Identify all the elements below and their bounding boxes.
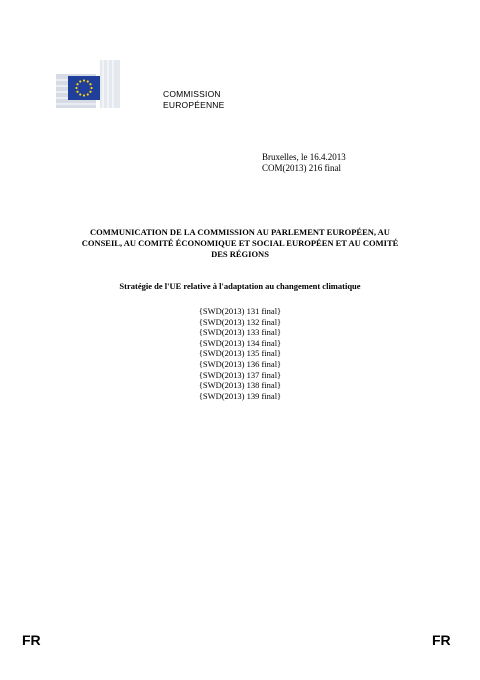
star-icon [76, 91, 78, 93]
related-document: {SWD(2013) 138 final} [198, 380, 282, 391]
related-document: {SWD(2013) 135 final} [198, 348, 282, 359]
related-document: {SWD(2013) 133 final} [198, 327, 282, 338]
place-date: Bruxelles, le 16.4.2013 [262, 152, 346, 162]
document-subtitle: Stratégie de l'UE relative à l'adaptation au changement climatique [119, 281, 361, 291]
related-document: {SWD(2013) 137 final} [198, 369, 282, 380]
title-line-1: COMMUNICATION DE LA COMMISSION AU PARLEMENT EUROPÉEN, AU [90, 227, 390, 237]
star-icon [89, 83, 91, 85]
language-code-right: FR [432, 632, 451, 648]
star-icon [87, 93, 89, 95]
european-commission-logo [56, 60, 120, 108]
related-document: {SWD(2013) 139 final} [198, 390, 282, 401]
related-document: {SWD(2013) 132 final} [198, 316, 282, 327]
language-code-left: FR [22, 632, 41, 648]
star-icon [75, 87, 77, 89]
star-icon [83, 79, 85, 81]
star-icon [90, 87, 92, 89]
related-documents-list [140, 306, 340, 401]
star-icon [76, 83, 78, 85]
document-title [58, 227, 422, 260]
title-line-3: DES RÉGIONS [211, 249, 269, 259]
related-document: {SWD(2013) 134 final} [198, 337, 282, 348]
organization-line-2: EUROPÉENNE [163, 100, 225, 110]
star-icon [79, 93, 81, 95]
document-number: COM(2013) 216 final [262, 163, 341, 173]
document-reference [262, 152, 346, 174]
star-icon [89, 91, 91, 93]
organization-line-1: COMMISSION [163, 89, 221, 99]
star-icon [87, 80, 89, 82]
organization-name [163, 89, 225, 111]
title-line-2: CONSEIL, AU COMITÉ ÉCONOMIQUE ET SOCIAL EUROPÉEN ET AU COMITÉ [81, 238, 399, 248]
star-icon [83, 94, 85, 96]
star-icon [79, 80, 81, 82]
related-document: {SWD(2013) 131 final} [198, 306, 282, 316]
related-document: {SWD(2013) 136 final} [198, 358, 282, 369]
